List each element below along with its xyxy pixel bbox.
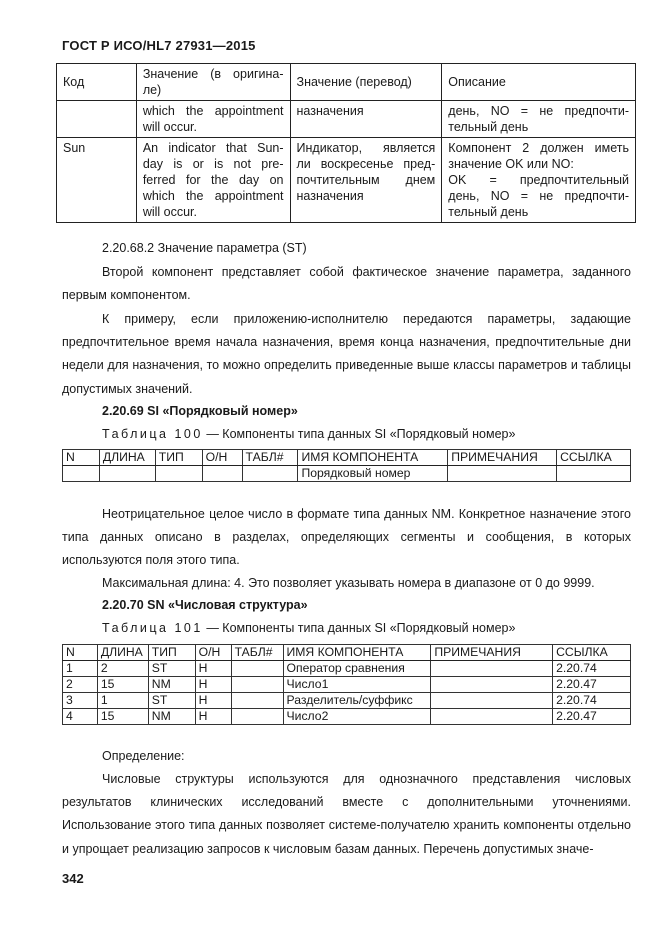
table-row	[63, 677, 631, 693]
table-cell: 2.20.74	[553, 661, 631, 677]
page-number: 342	[62, 871, 84, 886]
table-cell: H	[195, 709, 231, 725]
table-cell	[99, 466, 155, 482]
paragraph: Второй компонент представляет собой фактическое значение параметра, заданного первым компонентом.	[62, 265, 631, 303]
cell-line: почтительным днем	[296, 173, 436, 187]
cell-line: ferred for the day on	[142, 173, 284, 187]
table-cell	[231, 709, 283, 725]
paragraph: Максимальная длина: 4. Это позволяет указывать номера в диапазоне от 0 до 9999.	[102, 576, 595, 590]
table-cell: 3	[63, 693, 98, 709]
table-row	[63, 709, 631, 725]
header-line: ле)	[142, 83, 162, 97]
code-table-header-cell	[136, 64, 290, 101]
column-header: ИМЯ КОМПОНЕНТА	[298, 450, 448, 466]
table-cell	[202, 466, 242, 482]
table-cell	[431, 677, 553, 693]
table-cell: Число1	[283, 677, 431, 693]
table-cell: 2	[63, 677, 98, 693]
table-cell	[431, 661, 553, 677]
table-cell: 1	[97, 693, 148, 709]
code-table-row	[57, 138, 636, 223]
table-cell	[231, 661, 283, 677]
cell-line: тельный день	[448, 205, 529, 219]
table-cell: ST	[148, 661, 195, 677]
table-cell: H	[195, 677, 231, 693]
cell-line: OK = предпочтительный	[448, 173, 629, 187]
document-title: ГОСТ Р ИСО/HL7 27931—2015	[62, 38, 256, 53]
cell-line: will occur.	[142, 205, 197, 219]
cell-line: значение OK или NO:	[448, 157, 574, 171]
cell-line: Индикатор, является	[296, 141, 436, 155]
table-cell	[63, 466, 100, 482]
column-header: ТАБЛ#	[231, 645, 283, 661]
table-cell	[231, 693, 283, 709]
table-cell: Порядковый номер	[298, 466, 448, 482]
table-cell: H	[195, 661, 231, 677]
table-caption-text: — Компоненты типа данных SI «Порядковый номер»	[202, 427, 516, 441]
code-table-header-row	[57, 64, 636, 101]
paragraph: Числовые структуры используются для однозначного представления числовых результатов клинических исследований вместе с дополнительными уточнениями. Использование этого типа данных позволяет системе-получателю хранить компоненты отдельно и упрощает реализацию запросов к числовым базам данных. Перечень допустимых значе-	[62, 772, 631, 856]
column-header: О/Н	[195, 645, 231, 661]
table-cell	[431, 709, 553, 725]
column-header: ССЫЛКА	[553, 645, 631, 661]
code-cell	[57, 101, 137, 138]
table-cell: Разделитель/суффикс	[283, 693, 431, 709]
code-table	[56, 63, 636, 223]
table-row	[63, 693, 631, 709]
code-table-header-cell: Описание	[442, 64, 636, 101]
code-table-row	[57, 101, 636, 138]
description-cell	[442, 101, 636, 138]
header-line: Значение (в оригина-	[142, 67, 284, 81]
table-cell: 4	[63, 709, 98, 725]
paragraph: Неотрицательное целое число в формате типа данных NM. Конкретное назначение этого типа данных описано в разделах, определяющих сегменты и сообщения, в которых используются поля этого типа.	[62, 507, 631, 568]
section-heading-2-20-70: 2.20.70 SN «Числовая структура»	[102, 598, 308, 612]
table-caption	[102, 427, 515, 441]
table-cell: Число2	[283, 709, 431, 725]
column-header: ИМЯ КОМПОНЕНТА	[283, 645, 431, 661]
table-cell	[231, 677, 283, 693]
table-header-row	[63, 450, 631, 466]
table-cell	[431, 693, 553, 709]
table-cell: H	[195, 693, 231, 709]
cell-line: день, NO = не предпочти-	[448, 189, 629, 203]
table-row	[63, 661, 631, 677]
table-cell: 2.20.74	[553, 693, 631, 709]
table-cell: Оператор сравнения	[283, 661, 431, 677]
cell-line: ли воскресенье пред-	[296, 157, 436, 171]
orig-value-cell	[136, 138, 290, 223]
code-cell: Sun	[57, 138, 137, 223]
table-caption-text: — Компоненты типа данных SI «Порядковый номер»	[202, 621, 516, 635]
table-cell	[448, 466, 557, 482]
section-heading-2-20-69: 2.20.69 SI «Порядковый номер»	[102, 404, 298, 418]
cell-line: which the appointment	[142, 189, 284, 203]
table-row	[63, 466, 631, 482]
cell-line: назначения	[296, 189, 364, 203]
table-cell: 2.20.47	[553, 677, 631, 693]
table-cell: NM	[148, 709, 195, 725]
column-header: ТАБЛ#	[242, 450, 298, 466]
cell-line: day is or is not pre-	[142, 157, 284, 171]
cell-line: will occur.	[142, 120, 197, 134]
table-caption	[102, 621, 515, 635]
table-100	[62, 449, 631, 482]
column-header: О/Н	[202, 450, 242, 466]
table-101	[62, 644, 631, 725]
table-cell: 1	[63, 661, 98, 677]
table-header-row	[63, 645, 631, 661]
column-header: ДЛИНА	[97, 645, 148, 661]
code-table-header-cell: Код	[57, 64, 137, 101]
table-cell: NM	[148, 677, 195, 693]
table-cell: 2	[97, 661, 148, 677]
cell-line: тельный день	[448, 120, 529, 134]
table-cell: ST	[148, 693, 195, 709]
definition-label: Определение:	[102, 749, 185, 763]
cell-line: день, NO = не предпочти-	[448, 104, 629, 118]
column-header: ССЫЛКА	[557, 450, 631, 466]
table-cell: 15	[97, 677, 148, 693]
table-cell	[557, 466, 631, 482]
cell-line: An indicator that Sun-	[142, 141, 284, 155]
column-header: N	[63, 450, 100, 466]
column-header: ПРИМЕЧАНИЯ	[431, 645, 553, 661]
trans-value-cell	[290, 138, 442, 223]
column-header: ТИП	[148, 645, 195, 661]
orig-value-cell	[136, 101, 290, 138]
description-cell	[442, 138, 636, 223]
column-header: ТИП	[155, 450, 202, 466]
cell-line: Компонент 2 должен иметь	[448, 141, 629, 155]
trans-value-cell	[290, 101, 442, 138]
code-table-header-cell: Значение (перевод)	[290, 64, 442, 101]
section-heading-2-20-68-2: 2.20.68.2 Значение параметра (ST)	[102, 241, 307, 255]
cell-line: назначения	[296, 104, 364, 118]
table-cell: 15	[97, 709, 148, 725]
cell-line: which the appointment	[142, 104, 284, 118]
table-caption-label: Таблица 101	[102, 621, 203, 635]
paragraph: К примеру, если приложению-исполнителю передаются параметры, задающие предпочтительное время начала назначения, время конца назначения, предпочтительные дни недели для назначения, то можно определить приведенные выше классы параметров и таблицы допустимых значений.	[62, 312, 631, 396]
column-header: ДЛИНА	[99, 450, 155, 466]
table-cell	[155, 466, 202, 482]
column-header: ПРИМЕЧАНИЯ	[448, 450, 557, 466]
table-cell	[242, 466, 298, 482]
table-cell: 2.20.47	[553, 709, 631, 725]
table-caption-label: Таблица 100	[102, 427, 203, 441]
column-header: N	[63, 645, 98, 661]
